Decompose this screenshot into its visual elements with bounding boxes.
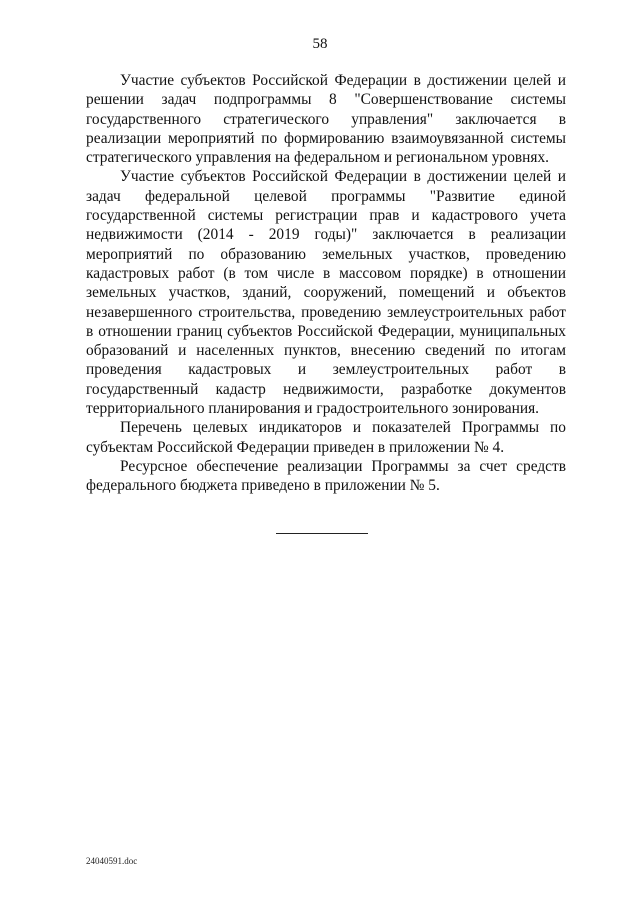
paragraph-federal-target-program: Участие субъектов Российской Федерации в достижении целей и задач федеральной целевой программы "Развитие единой государственной системы регистрации прав и кадастрового учета недвижимости (2014 - 2019 годы)" заключается в реализации мероприятий по образованию земельных участков, проведению кадастровых работ (в том числе в массовом порядке) в отношении земельных участков, зданий, сооружений, помещений и объектов незавершенного строительства, проведению землеустроительных работ в отношении границ субъектов Российской Федерации, муниципальных образований и населенных пунктов, внесению сведений по итогам проведения кадастровых и землеустроительных работ в государственный кадастр недвижимости, разработке документов территориального планирования и градостроительного зонирования.: [86, 168, 566, 418]
paragraph-subprogram-8: Участие субъектов Российской Федерации в достижении целей и решении задач подпрограммы 8 "Совершенствование системы государственного стратегического управления" заключается в реализации мероприятий по формированию взаимоувязанной системы стратегического управления на федеральном и региональном уровнях.: [86, 72, 566, 167]
page-number: 58: [312, 36, 328, 52]
document-body: [86, 71, 566, 496]
paragraph-resource-provision: Ресурсное обеспечение реализации Программы за счет средств федерального бюджета приведено в приложении № 5.: [86, 457, 566, 495]
footer-file-code: 24040591.doc: [86, 856, 138, 866]
paragraph-indicators: Перечень целевых индикаторов и показателей Программы по субъектам Российской Федерации приведен в приложении № 4.: [86, 419, 566, 456]
section-divider: [276, 533, 368, 534]
